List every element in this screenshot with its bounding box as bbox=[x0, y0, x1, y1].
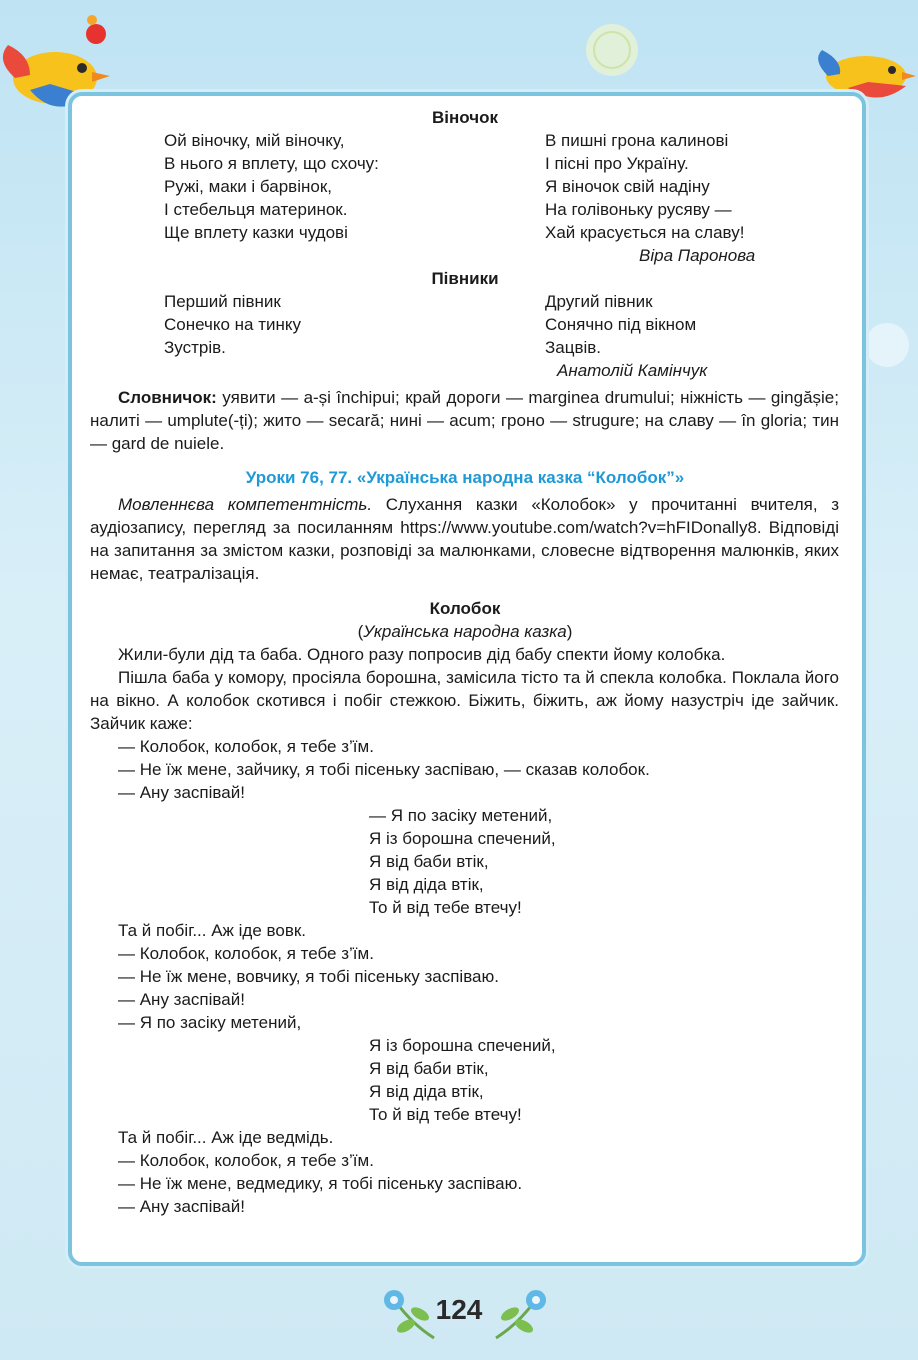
poem1-author: Віра Паронова bbox=[639, 246, 756, 265]
subtitle-text: Українська народна казка bbox=[363, 622, 567, 641]
flower-ornament-right-icon bbox=[492, 1284, 554, 1344]
poem1-right-line: І пісні про Україну. bbox=[545, 154, 689, 173]
poem2-right-line: Сонячно під вікном bbox=[545, 315, 697, 334]
dialogue-line: — Я по засіку метений, bbox=[118, 1013, 302, 1032]
song-line: То й від тебе втечу! bbox=[369, 1105, 522, 1124]
song-line: Я із борошна спечений, bbox=[369, 1036, 556, 1055]
page-number: 124 bbox=[435, 1294, 483, 1325]
poem2-left-line: Перший півник bbox=[164, 292, 281, 311]
poem1-title: Віночок bbox=[432, 108, 498, 127]
sun-circle-decoration bbox=[582, 20, 642, 80]
dialogue-line: — Не їж мене, вовчику, я тобі пісеньку заспіваю. bbox=[118, 967, 499, 986]
dialogue-line: — Колобок, колобок, я тебе з’їм. bbox=[118, 944, 374, 963]
lesson-heading: Уроки 76, 77. «Українська народна казка “Колобок”» bbox=[245, 468, 685, 487]
poem1-left-line: Ружі, маки і барвінок, bbox=[164, 177, 332, 196]
glossary bbox=[90, 386, 839, 455]
poem2-left-line: Зустрів. bbox=[164, 338, 226, 357]
song-line: Я із борошна спечений, bbox=[369, 829, 556, 848]
story-title: Колобок bbox=[429, 599, 501, 618]
poem2-title: Півники bbox=[431, 269, 499, 288]
dialogue-line: — Не їж мене, зайчику, я тобі пісеньку заспіваю, — сказав колобок. bbox=[118, 760, 650, 779]
subtitle-paren-open: ( bbox=[357, 622, 364, 641]
song-line: — Я по засіку метений, bbox=[369, 806, 553, 825]
glossary-text: уявити — a-și închipui; край дороги — marginea drumului; ніжність — gingășie; налиті — umplute(-ți); жито — secară; нині — acum; гроно — strugure; на славу — în gloria; тин — gard de nuiele. bbox=[90, 388, 839, 453]
subtitle-paren-close: ) bbox=[566, 622, 573, 641]
dialogue-line: — Ану заспівай! bbox=[118, 990, 245, 1009]
song-line: Я від діда втік, bbox=[369, 1082, 484, 1101]
dialogue-line: — Колобок, колобок, я тебе з’їм. bbox=[118, 1151, 374, 1170]
dialogue-line: — Колобок, колобок, я тебе з’їм. bbox=[118, 737, 374, 756]
poem2-right-line: Зацвів. bbox=[545, 338, 602, 357]
song-line: То й від тебе втечу! bbox=[369, 898, 522, 917]
poem1-right-line: Я віночок свій надіну bbox=[545, 177, 710, 196]
lesson-description bbox=[90, 493, 839, 585]
story-paragraph: Пішла баба у комору, просіяла борошна, замісила тісто та й спекла колобка. Поклала його на вікно. А колобок скотився і побіг стежкою. Біжить, біжить, аж йому назустріч іде зайчик. Зайчик каже: bbox=[90, 668, 839, 733]
poem1-left-line: Ой віночку, мій віночку, bbox=[164, 131, 345, 150]
poem1-right-line: Хай красується на славу! bbox=[545, 223, 745, 242]
poem1-left-line: І стебельця материнок. bbox=[164, 200, 348, 219]
dialogue-line: Та й побіг... Аж іде вовк. bbox=[118, 921, 307, 940]
poem1-left-line: В нього я вплету, що схочу: bbox=[164, 154, 379, 173]
song-line: Я від діда втік, bbox=[369, 875, 484, 894]
poem2-author: Анатолій Камінчук bbox=[557, 361, 708, 380]
dialogue-line: — Ану заспівай! bbox=[118, 1197, 245, 1216]
poem1-left-line: Ще вплету казки чудові bbox=[164, 223, 348, 242]
poem1-right-line: В пишні грона калинові bbox=[545, 131, 729, 150]
lesson-text: Слухання казки «Колобок» у прочитанні вчителя, з аудіозапису, перегляд за посиланням https://www.youtube.com/watch?v=hFIDonally8. Відповіді на запитання за змістом казки, розповіді за малюнками, словесне відтворення малюнків, яких немає, театралізація. bbox=[90, 495, 840, 583]
song-line: Я від баби втік, bbox=[369, 852, 489, 871]
dialogue-line: — Не їж мене, ведмедику, я тобі пісеньку заспіваю. bbox=[118, 1174, 523, 1193]
poem1-right-line: На голівоньку русяву — bbox=[545, 200, 732, 219]
poem2-right-line: Другий півник bbox=[545, 292, 653, 311]
glossary-label: Словничок: bbox=[118, 388, 217, 407]
floral-ornament-right bbox=[862, 320, 912, 370]
story-subtitle bbox=[0, 620, 918, 643]
dialogue-line: Та й побіг... Аж іде ведмідь. bbox=[118, 1128, 334, 1147]
lesson-label: Мовленнєва компетентність. bbox=[118, 495, 373, 514]
dialogue-line: — Ану заспівай! bbox=[118, 783, 245, 802]
song-line: Я від баби втік, bbox=[369, 1059, 489, 1078]
story-paragraph: Жили-були дід та баба. Одного разу попросив дід бабу спекти йому колобка. bbox=[118, 645, 726, 664]
poem2-left-line: Сонечко на тинку bbox=[164, 315, 302, 334]
